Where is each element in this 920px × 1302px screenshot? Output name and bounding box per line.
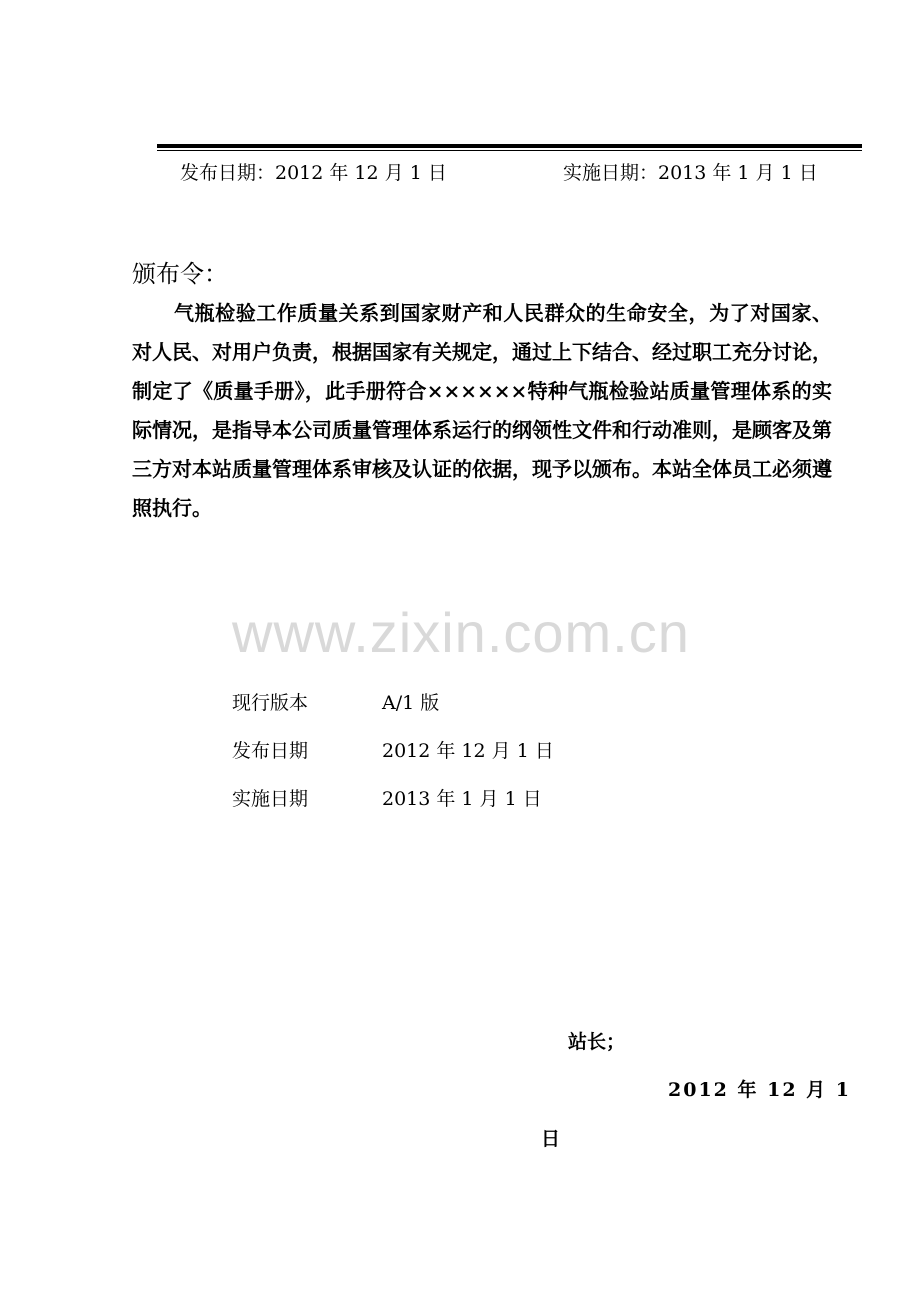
decree-title: 颁布令： [132,260,228,288]
info-value: A/1 版 [382,692,440,714]
issue-date: 发布日期：2012 年 12 月 1 日 [180,162,447,184]
info-label: 现行版本 [232,692,309,714]
info-label: 实施日期 [232,788,309,810]
info-value: 2012 年 12 月 1 日 [382,740,554,762]
info-value: 2013 年 1 月 1 日 [382,788,542,810]
header-rule-thin [157,150,862,151]
info-row-implementation-date [232,784,542,811]
signature-date: 2012 年 12 月 1 [668,1079,852,1101]
decree-body: 气瓶检验工作质量关系到国家财产和人民群众的生命安全，为了对国家、对人民、对用户负责，根据国家有关规定，通过上下结合、经过职工充分讨论，制定了《质量手册》，此手册符合××××××特种气瓶检验站质量管理体系的实际情况，是指导本公司质量管理体系运行的纲领性文件和行动准则，是顾客及第三方对本站质量管理体系审核及认证的依据，现予以颁布。本站全体员工必须遵照执行。 [132,301,832,520]
header-rule-thick [157,144,862,148]
info-row-version [232,688,439,715]
watermark: www.zixin.com.cn [232,601,690,664]
info-label: 发布日期 [232,740,309,762]
signature-label: 站长； [568,1031,626,1053]
signature-date-tail: 日 [541,1128,561,1150]
implementation-date: 实施日期：2013 年 1 月 1 日 [563,162,818,184]
info-row-issue-date [232,736,554,763]
